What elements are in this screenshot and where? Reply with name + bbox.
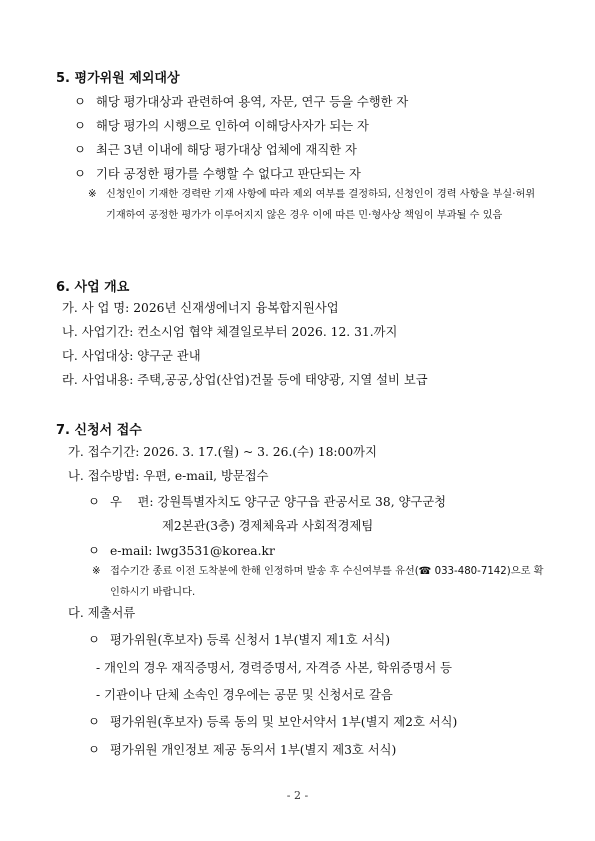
section-5-item: ㅇ 기타 공정한 평가를 수행할 수 없다고 판단되는 자 [74, 164, 361, 182]
note-marker: ※ [92, 566, 101, 577]
bullet-marker: ㅇ [88, 495, 100, 509]
section-6-title: 6. 사업 개요 [56, 280, 130, 295]
bullet-marker: ㅇ [74, 143, 86, 157]
application-method: 나. 접수방법: 우편, e-mail, 방문접수 [68, 469, 269, 483]
document-item: ㅇ 평가위원 개인정보 제공 동의서 1부(별지 제3호 서식) [88, 740, 396, 758]
document-subitem: - 기관이나 단체 소속인 경우에는 공문 및 신청서로 갈음 [96, 688, 393, 702]
documents-title: 다. 제출서류 [68, 606, 136, 620]
document-item: ㅇ 평가위원(후보자) 등록 동의 및 보안서약서 1부(별지 제2호 서식) [88, 712, 457, 730]
post-address-line-2: 제2본관(3층) 경제체육과 사회적경제팀 [162, 519, 374, 533]
section-6-line: 라. 사업내용: 주택,공공,상업(산업)건물 등에 태양광, 지열 설비 보급 [62, 373, 428, 387]
section-7-title: 7. 신청서 접수 [56, 423, 142, 438]
section-5-item: ㅇ 최근 3년 이내에 해당 평가대상 업체에 재직한 자 [74, 140, 357, 158]
bullet-marker: ㅇ [74, 167, 86, 181]
bullet-marker: ㅇ [74, 95, 86, 109]
bullet-marker: ㅇ [88, 715, 100, 729]
post-address [88, 492, 446, 510]
document-item: ㅇ 평가위원(후보자) 등록 신청서 1부(별지 제1호 서식) [88, 630, 390, 648]
email-address: e-mail: lwg3531@korea.kr [110, 544, 275, 558]
post-label: 우 편: [110, 495, 154, 509]
application-period: 가. 접수기간: 2026. 3. 17.(월) ~ 3. 26.(수) 18:00까지 [68, 445, 377, 459]
section-6-line: 가. 사 업 명: 2026년 신재생에너지 융복합지원사업 [62, 301, 339, 315]
post-address-line: 강원특별자치도 양구군 양구읍 관공서로 38, 양구군청 [157, 495, 447, 509]
section-5-note: ※ 신청인이 기재한 경력란 기재 사항에 따라 제외 여부를 결정하되, 신청인이 경력 사항을 부실·허위 기재하여 공정한 평가가 이루어지지 않은 경우 이에 따른 민·형사상 책임이 부과될 수 있음 [88, 184, 548, 226]
section-5-item: ㅇ 해당 평가의 시행으로 인하여 이해당사자가 되는 자 [74, 116, 369, 134]
section-5-item: ㅇ 해당 평가대상과 관련하여 용역, 자문, 연구 등을 수행한 자 [74, 92, 408, 110]
section-6-line: 다. 사업대상: 양구군 관내 [62, 349, 201, 363]
bullet-marker: ㅇ [74, 119, 86, 133]
bullet-marker: ㅇ [88, 633, 100, 647]
bullet-marker: ㅇ [88, 544, 100, 558]
page-number: - 2 - [286, 789, 309, 802]
document-subitem: - 개인의 경우 재직증명서, 경력증명서, 자격증 사본, 학위증명서 등 [96, 661, 453, 675]
note-marker: ※ [88, 189, 97, 200]
section-7-note: ※ 접수기간 종료 이전 도착분에 한해 인정하며 발송 후 수신여부를 유선(☎ 033-480-7142)으로 확인하시기 바랍니다. [92, 561, 547, 603]
email-line [88, 541, 275, 559]
section-6-line: 나. 사업기간: 컨소시엄 협약 체결일로부터 2026. 12. 31.까지 [62, 325, 398, 339]
section-5-title: 5. 평가위원 제외대상 [56, 71, 180, 86]
bullet-marker: ㅇ [88, 743, 100, 757]
